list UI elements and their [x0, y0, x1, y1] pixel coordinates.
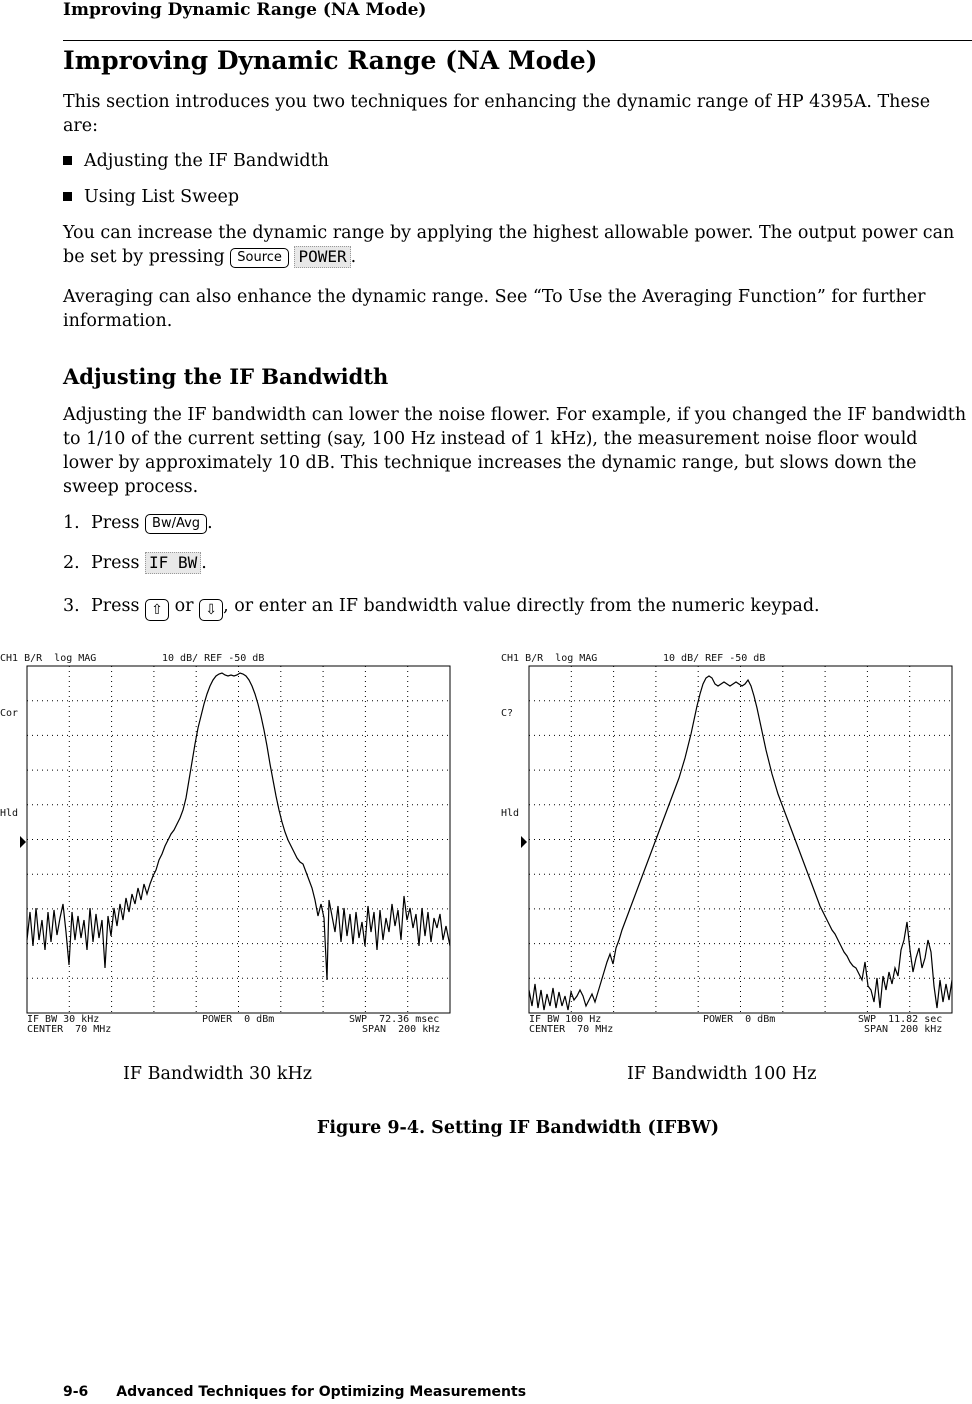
screen-side-mid: Hld: [501, 808, 520, 819]
screen-header-right: 10 dB/ REF -50 dB: [663, 653, 766, 664]
step-3: [63, 594, 968, 621]
screen-caption-100hz: IF Bandwidth 100 Hz: [627, 1064, 817, 1084]
if-bw-softkey[interactable]: IF BW: [145, 552, 201, 574]
step-1: 1. Press Bw/Avg .: [63, 513, 213, 533]
bullet-square-icon: [63, 156, 72, 165]
page-footer: [63, 1384, 526, 1400]
step-2: 2. Press IF BW .: [63, 553, 207, 573]
trace-plot: [501, 650, 961, 1040]
power-softkey[interactable]: POWER: [294, 246, 350, 268]
screen-footer-power: POWER 0 dBm: [202, 1014, 275, 1025]
analyzer-screen-100hz: [501, 650, 961, 1040]
step-number: 1.: [63, 513, 80, 533]
bullet-item: [63, 185, 239, 209]
section-paragraph: Adjusting the IF bandwidth can lower the noise flower. For example, if you changed the IF bandwidth to 1/10 of the current setting (say, 100 Hz instead of 1 kHz), the measurement noise floor would lower by approximately 10 dB. This technique increases the dynamic range, but slows down the sweep process.: [63, 405, 967, 497]
screen-side-mid: Hld: [0, 808, 19, 819]
reference-marker-icon: [521, 836, 527, 848]
step-text: , or enter an IF bandwidth value directly from the numeric keypad.: [223, 596, 820, 616]
bullet-text: Using List Sweep: [84, 187, 240, 207]
step-number: 3.: [63, 596, 80, 616]
down-arrow-key[interactable]: ⇩: [199, 599, 223, 621]
screen-header-left: CH1 B/R log MAG: [501, 653, 598, 664]
step-text: Press: [91, 513, 140, 533]
screen-footer-if-bw: IF BW 30 kHz: [27, 1014, 100, 1025]
page-title: Improving Dynamic Range (NA Mode): [63, 46, 598, 75]
bullet-item: [63, 149, 329, 173]
bullet-text: Adjusting the IF Bandwidth: [84, 151, 329, 171]
up-arrow-key[interactable]: ⇧: [145, 599, 169, 621]
trace-plot: [0, 650, 460, 1040]
power-text: You can increase the dynamic range by applying the highest allowable power. The output power can be set by pressing: [63, 223, 955, 267]
step-text: or: [174, 596, 194, 616]
screen-footer-sweep: SWP 72.36 msec: [349, 1014, 440, 1025]
step-text: Press: [91, 553, 140, 573]
screen-footer-span: SPAN 200 kHz: [362, 1024, 441, 1035]
reference-marker-icon: [20, 836, 26, 848]
step-number: 2.: [63, 553, 80, 573]
screen-header-right: 10 dB/ REF -50 dB: [162, 653, 265, 664]
screen-footer-center: CENTER 70 MHz: [529, 1024, 614, 1035]
analyzer-screen-30khz: [0, 650, 460, 1040]
screen-side-top: C?: [501, 708, 514, 719]
averaging-paragraph: Averaging can also enhance the dynamic range. See “To Use the Averaging Function” for further information.: [63, 287, 926, 331]
bw-avg-key[interactable]: Bw/Avg: [145, 514, 207, 534]
figure-caption: Figure 9-4. Setting IF Bandwidth (IFBW): [316, 1118, 720, 1138]
screen-caption-30khz: IF Bandwidth 30 kHz: [123, 1064, 312, 1084]
section-title: Adjusting the IF Bandwidth: [63, 364, 389, 389]
screen-footer-center: CENTER 70 MHz: [27, 1024, 112, 1035]
screen-footer-span: SPAN 200 kHz: [864, 1024, 943, 1035]
header-rule: [63, 40, 972, 41]
screen-header-left: CH1 B/R log MAG: [0, 653, 97, 664]
power-paragraph: You can increase the dynamic range by applying the highest allowable power. The output power can be set by pressing Source POWER .: [63, 223, 955, 267]
intro-paragraph: This section introduces you two techniques for enhancing the dynamic range of HP 4395A. These are:: [63, 92, 931, 136]
bullet-square-icon: [63, 192, 72, 201]
running-head: Improving Dynamic Range (NA Mode): [63, 0, 427, 20]
source-key[interactable]: Source: [230, 248, 289, 268]
step-text: Press: [91, 596, 140, 616]
page-number: 9-6: [63, 1384, 89, 1400]
screen-footer-sweep: SWP 11.82 sec: [858, 1014, 943, 1025]
chapter-title: Advanced Techniques for Optimizing Measurements: [116, 1384, 527, 1400]
screen-footer-if-bw: IF BW 100 Hz: [529, 1014, 602, 1025]
screen-footer-power: POWER 0 dBm: [703, 1014, 776, 1025]
screen-side-top: Cor: [0, 708, 19, 719]
